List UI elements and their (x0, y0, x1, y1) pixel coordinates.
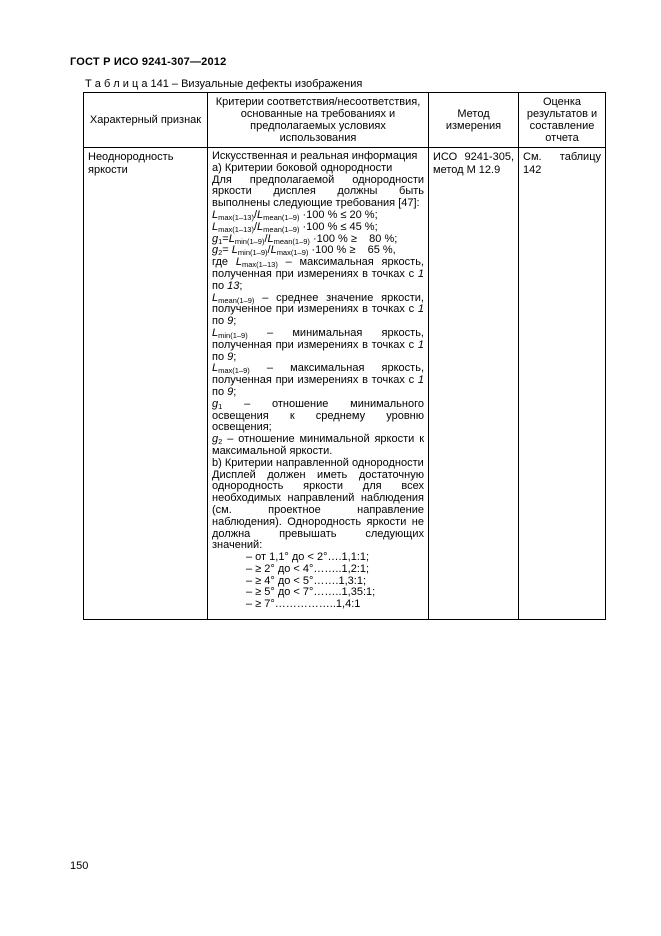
col-header-method: Метод измерения (429, 93, 519, 148)
criteria-line: $g_1=L_{min(1-9)}/L_{mean(1-9)} \cdot 100$ % ≥ 80 %; (212, 232, 398, 246)
criteria-line: – ≥ 4° до < 5°…….1,3:1; (246, 574, 367, 587)
criteria-line: $L_{max(1-9)}$ – максимальная яркость, полученная при измерениях в точках с 1 по 9; (212, 362, 424, 398)
col-header-evaluation: Оценка результатов и составление отчета (519, 93, 606, 148)
cell-method: ИСО 9241-305, метод М 12.9 (429, 148, 519, 620)
col-header-feature: Характерный признак (84, 93, 208, 148)
criteria-line: $g_2= L_{min(1-9)}/L_{max(1-9)} \cdot 100$ % ≥ 65 %, (212, 244, 396, 258)
criteria-line: a) Критерии боковой однородности (212, 161, 393, 174)
criteria-line: Искусственная и реальная информация (212, 150, 418, 162)
criteria-line: $L_{max(1-13)}/L_{mean(1-9)} \cdot 100$ % ≤ 45 %; (212, 220, 378, 234)
cell-criteria (208, 148, 429, 620)
document-header: ГОСТ Р ИСО 9241-307—2012 (70, 56, 227, 68)
cell-feature: Неоднородность яркости (84, 148, 208, 620)
criteria-line: $L_{max(1-13)}/L_{mean(1-9)} \cdot 100$ % ≤ 20 %; (212, 208, 378, 222)
criteria-line: Дисплей должен иметь достаточную однородность яркости для всех необходимых направлений наблюдения (см. проектное направление наблюдения). Однородность яркости не должна превышать следующих значений: (212, 468, 424, 552)
criteria-line: $L_{min(1-9)}$ – минимальная яркость, полученная при измерениях в точках с 1 по 9; (212, 326, 424, 363)
criteria-line: b) Критерии направленной однородности (212, 456, 424, 469)
col-header-criteria: Критерии соответствия/несоответствия, основанные на требованиях и предполагаемых условиях использования (208, 93, 429, 148)
criteria-line: – ≥ 2° до < 4°……..1,2:1; (246, 562, 370, 575)
criteria-line: – ≥ 5° до < 7°……..1,35:1; (246, 586, 376, 599)
criteria-line: – от 1,1° до < 2°….1,1:1; (246, 551, 370, 564)
criteria-line: – ≥ 7°……………..1,4:1 (246, 598, 361, 611)
criteria-line: где $L_{max(1-13)}$ – максимальная яркость, полученная при измерениях в точках с 1 по 13; (212, 256, 424, 292)
criteria-line: Для предполагаемой однородности яркости дисплея должны быть выполнены следующие требования [47]: (212, 173, 424, 210)
criteria-line: $g_1$ – отношение минимального освещения к среднему уровню освещения; (212, 397, 424, 434)
table-caption: Т а б л и ц а 141 – Визуальные дефекты изображения (85, 78, 363, 90)
criteria-line: $L_{mean(1-9)}$ – среднее значение яркости, полученное при измерениях в точках с 1 по 9; (212, 291, 424, 328)
cell-evaluation: См. таблицу 142 (519, 148, 606, 620)
table-header-row (84, 93, 606, 148)
table-row (84, 148, 606, 620)
page-number: 150 (70, 860, 89, 872)
criteria-line: $g_2$ – отношение минимальной яркости к максимальной яркости. (212, 433, 424, 457)
defects-table (83, 92, 606, 620)
